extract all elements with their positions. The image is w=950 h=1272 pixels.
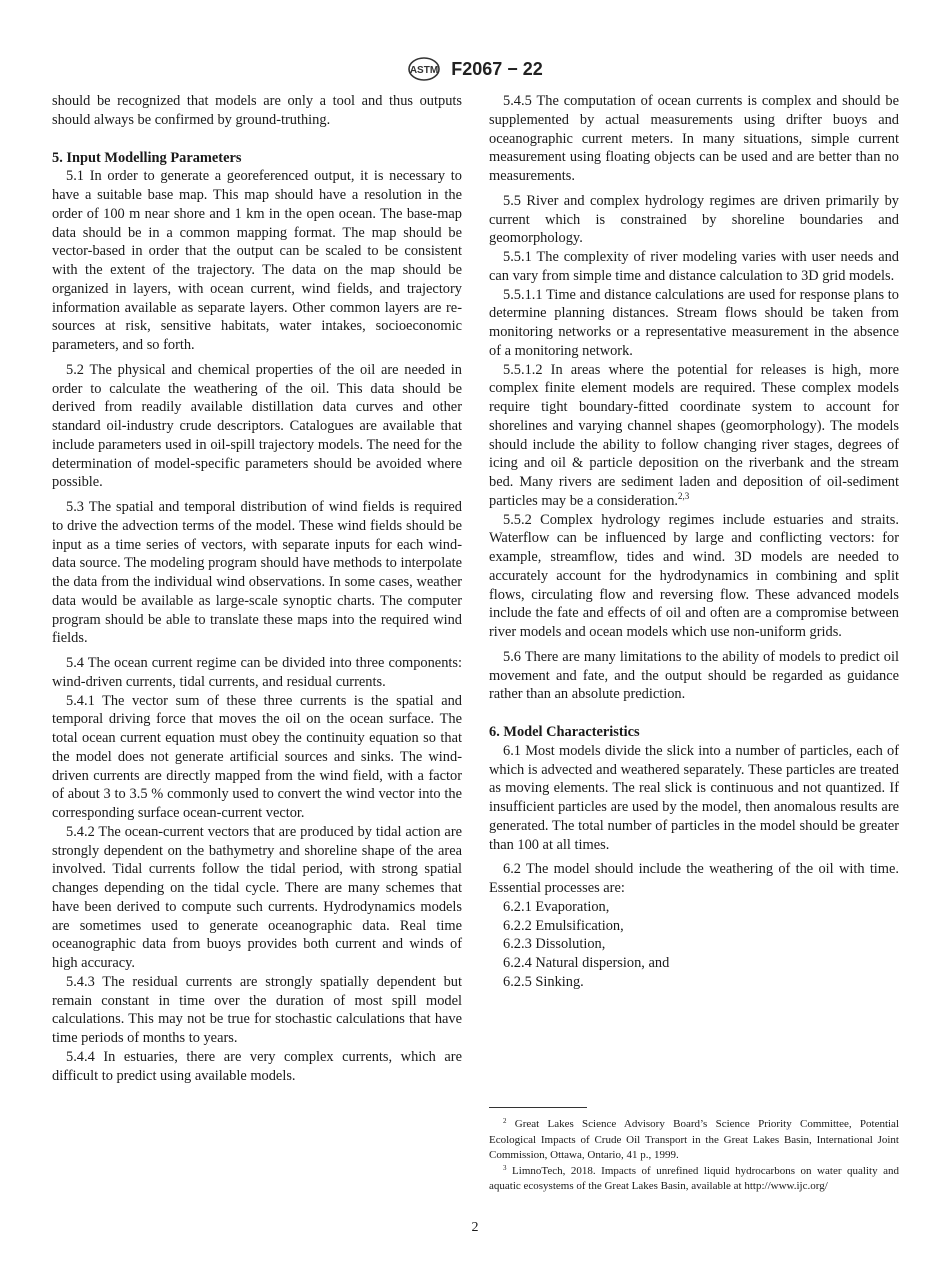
paragraph-5-4-3: 5.4.3 The residual currents are strongly spatially dependent but remain constant in time over the duration of most spill model calculations. This may not be true for stochastic calculations that have time periods of months to years. [52,973,462,1046]
paragraph-5-1: 5.1 In order to generate a georeferenced output, it is necessary to have a suitable base map. This map should have a resolution in the order of 100 m near shore and 1 km in the open ocean. The base-map data should be in a common mapping format. The map should be vector-based in order that the output can be scaled to be consistent with the extent of the trajectory. The data on the map should be organized in layers, with ocean current, wind fields, and trajectory information available as separate layers. Other common layers are resources at risk, sensitive habitats, water intakes, socioeconomic parameters, and so forth. [52,168,462,353]
paragraph-5-4-4: 5.4.4 In estuaries, there are very complex currents, which are difficult to predict using available models. [52,1048,462,1084]
paragraph-5-4: 5.4 The ocean current regime can be divided into three components: wind-driven currents, tidal currents, and residual currents. [52,655,462,690]
svg-text:ASTM: ASTM [410,65,439,76]
page-number: 2 [471,1220,479,1235]
footnotes [489,1117,899,1195]
list-item: 6.2.4 Natural dispersion, and [503,955,670,971]
footnote-text: LimnoTech, 2018. Impacts of unrefined liquid hydrocarbons on water quality and aquatic ecosystems of the Great Lakes Basin, available at http://www.ijc.org/ [489,1164,899,1192]
paragraph-6-1: 6.1 Most models divide the slick into a number of particles, each of which is advected and weathered separately. These particles are treated as moving elements. The real slick is continuous and not quantized. If insufficient particles are used by the model, then anomalous results are generated. The total number of particles in the model should be greater than 100 at all times. [489,742,899,853]
paragraph-5-5-2: 5.5.2 Complex hydrology regimes include estuaries and straits. Waterflow can be influenced by large and conflicting vectors: for example, streamflow, tides and wind. 3D models are needed to accurately account for the hydrodynamics in combining and split flows, circulating flow and reversing flow. These advanced models include the fate and effects of oil and often are a compromise between river models and ocean models which use non-uniform grids. [489,511,899,640]
list-item: 6.2.1 Evaporation, [503,898,610,915]
paragraph-5-5-1-1: 5.5.1.1 Time and distance calculations are used for response plans to determine planning distances. Stream flows should be taken from monitoring networks or a representative measurement in the absence of a monitoring network. [489,286,899,359]
list-item: 6.2.2 Emulsification, [503,917,624,934]
footnote-number: 3 [503,1163,507,1172]
paragraph-5-4-2: 5.4.2 The ocean-current vectors that are produced by tidal action are strongly dependent on the bathymetry and shoreline shape of the area involved. Tidal currents follow the tidal period, with strong spatial changes depending on the tidal cycle. There are many schemes that have been derived to compute such currents. Hydrodynamics models are sometimes used to generate oceanographic data. Real time oceanographic data from buoys provides both current and winds of high accuracy. [52,823,462,971]
right-column [489,92,899,992]
section-6-heading: 6. Model Characteristics [489,724,640,740]
page-header [0,56,950,82]
footnote-2 [489,1117,899,1164]
paragraph-5-5-1-2-text: 5.5.1.2 In areas where the potential for releases is high, more complex finite element models are required. These complex models require tight boundary-fitted coordinate system to account for shorelines and varying channel shapes (geomorphology). The models should include the ability to follow changing river stages, degrees of icing and oil & particle deposition on the riverbank and the stream bed. Many rivers are sediment laden and deposition of oil-sediment particles may be a consideration. [489,361,899,509]
paragraph-5-5-1-2 [489,361,899,511]
paragraph-6-2: 6.2 The model should include the weathering of the oil with time. Essential processes are: [489,861,899,896]
list-item: 6.2.5 Sinking. [503,973,584,990]
astm-logo-icon [407,56,441,82]
paragraph-5-5: 5.5 River and complex hydrology regimes are driven primarily by current which is constrained by shoreline boundaries and geomorphology. [489,192,899,247]
footnote-number: 2 [503,1117,507,1125]
footnote-divider [489,1107,587,1108]
list-item: 6.2.3 Dissolution, [503,936,606,953]
left-column [52,92,462,1085]
weathering-process-list [489,898,899,992]
footnote-text: Great Lakes Science Advisory Board’s Science Priority Committee, Potential Ecological Impacts of Crude Oil Transport in the Great Lakes Basin, International Joint Commission, Ottawa, Ontario, 41 p., 1999. [489,1118,899,1161]
paragraph-5-4-5: 5.4.5 The computation of ocean currents is complex and should be supplemented by actual measurements using drifter buoys and oceanographic current meters. In many situations, simple current measurement using floating objects can be used and are better than no measurements. [489,93,899,184]
footnote-ref-link[interactable]: 2,3 [678,490,690,501]
paragraph-5-6: 5.6 There are many limitations to the ability of models to predict oil movement and fate, and the output should be regarded as guidance rather than an absolute prediction. [489,648,899,703]
paragraph-5-4-1: 5.4.1 The vector sum of these three currents is the spatial and temporal driving force that moves the oil on the ocean surface. The total ocean current equation must obey the continuity equation so that the model does not generate artificial sources and sinks. The wind-driven currents are directly mapped from the wind field, with a factor of about 3 to 3.5 % commonly used to convert the wind vector into the corresponding surface ocean-current vector. [52,692,462,821]
paragraph-5-2: 5.2 The physical and chemical properties of the oil are needed in order to calculate the weathering of the oil. This data should be derived from readily available distillation data curves and other standard oil-industry crude descriptors. Catalogues are available that include parameters used in oil-spill trajectory models. The need for the determination of model-specific parameters should be avoided where possible. [52,361,462,491]
section-5-heading: 5. Input Modelling Parameters [52,149,242,166]
footnote-3 [489,1164,899,1195]
paragraph-continuation: should be recognized that models are only a tool and thus outputs should always be confirmed by ground-truthing. [52,93,462,128]
standard-designation: F2067 − 22 [451,58,543,79]
paragraph-5-5-1: 5.5.1 The complexity of river modeling varies with user needs and can vary from simple time and distance calculation to 3D grid models. [489,249,899,284]
paragraph-5-3: 5.3 The spatial and temporal distribution of wind fields is required to drive the advection terms of the model. These wind fields should be input as a time series of vectors, with separate inputs for each wind-data source. The modeling program should have methods to interpolate the data from the individual wind observations. In some cases, weather data would be available as large-scale synoptic charts. The computer program should be able to translate these maps into the required wind fields. [52,499,462,647]
